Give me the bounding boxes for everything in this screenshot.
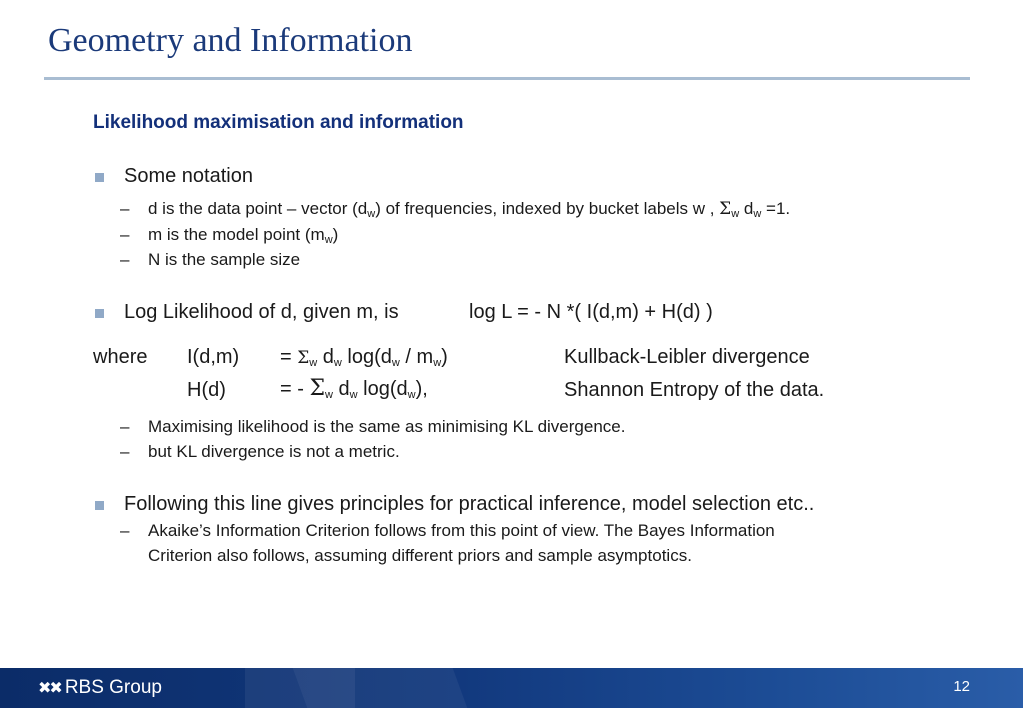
dash-marker: –	[120, 199, 130, 218]
dash-marker: –	[120, 225, 130, 244]
notation-text: d is the data point – vector $(d_w)$ of frequencies, indexed by bucket labels w , $\Sigma_w$ $d_w =1$.	[148, 199, 791, 220]
logo-text: RBS Group	[64, 677, 162, 698]
bullet-text: Some notation	[124, 165, 253, 187]
dash-marker: –	[120, 417, 130, 436]
dash-marker: –	[120, 250, 130, 269]
square-bullet-icon	[95, 173, 104, 182]
rbs-daisy-icon: ✖✖	[38, 680, 61, 697]
remark-text: but KL divergence is not a metric.	[148, 442, 400, 461]
page-number: 12	[953, 678, 970, 695]
remark-text: Maximising likelihood is the same as minimising KL divergence.	[148, 417, 626, 436]
square-bullet-icon	[95, 309, 104, 318]
notation-text: N is the sample size	[148, 250, 301, 269]
kl-description: Kullback-Leibler divergence	[564, 346, 810, 368]
where-label: where	[93, 346, 148, 368]
bullet-text: Log Likelihood of d, given m, is	[124, 301, 399, 323]
entropy-formula: = - $\Sigma_w$ $d_w$ $\log(d_w)$,	[280, 376, 428, 401]
kl-formula: = $\Sigma_w$ $d_w$ $\log(d_w / m_w)$	[280, 346, 448, 369]
sigma-symbol: Σ	[297, 348, 310, 368]
sigma-symbol: Σ	[719, 199, 732, 219]
principles-text-continued: Criterion also follows, assuming different priors and sample asymptotics.	[148, 546, 692, 565]
rbs-logo	[38, 677, 162, 699]
title-divider	[44, 77, 970, 80]
entropy-description: Shannon Entropy of the data.	[564, 379, 825, 401]
principles-text: Akaike’s Information Criterion follows from this point of view. The Bayes Information	[148, 521, 775, 540]
slide-title: Geometry and Information	[48, 22, 413, 59]
dash-marker: –	[120, 521, 130, 540]
entropy-lhs: H(d)	[187, 379, 226, 401]
square-bullet-icon	[95, 501, 104, 510]
log-likelihood-formula: log L = - N *( I(d,m) + H(d) )	[469, 301, 713, 323]
dash-marker: –	[120, 442, 130, 461]
footer-bar	[0, 668, 1023, 708]
sigma-symbol: Σ	[309, 376, 326, 401]
kl-lhs: I(d,m)	[187, 346, 240, 368]
bullet-text: Following this line gives principles for practical inference, model selection etc..	[124, 493, 815, 515]
notation-text: m is the model point $(m_w)$	[148, 225, 339, 246]
footer-decoration	[293, 668, 468, 708]
section-subheading: Likelihood maximisation and information	[93, 112, 464, 133]
